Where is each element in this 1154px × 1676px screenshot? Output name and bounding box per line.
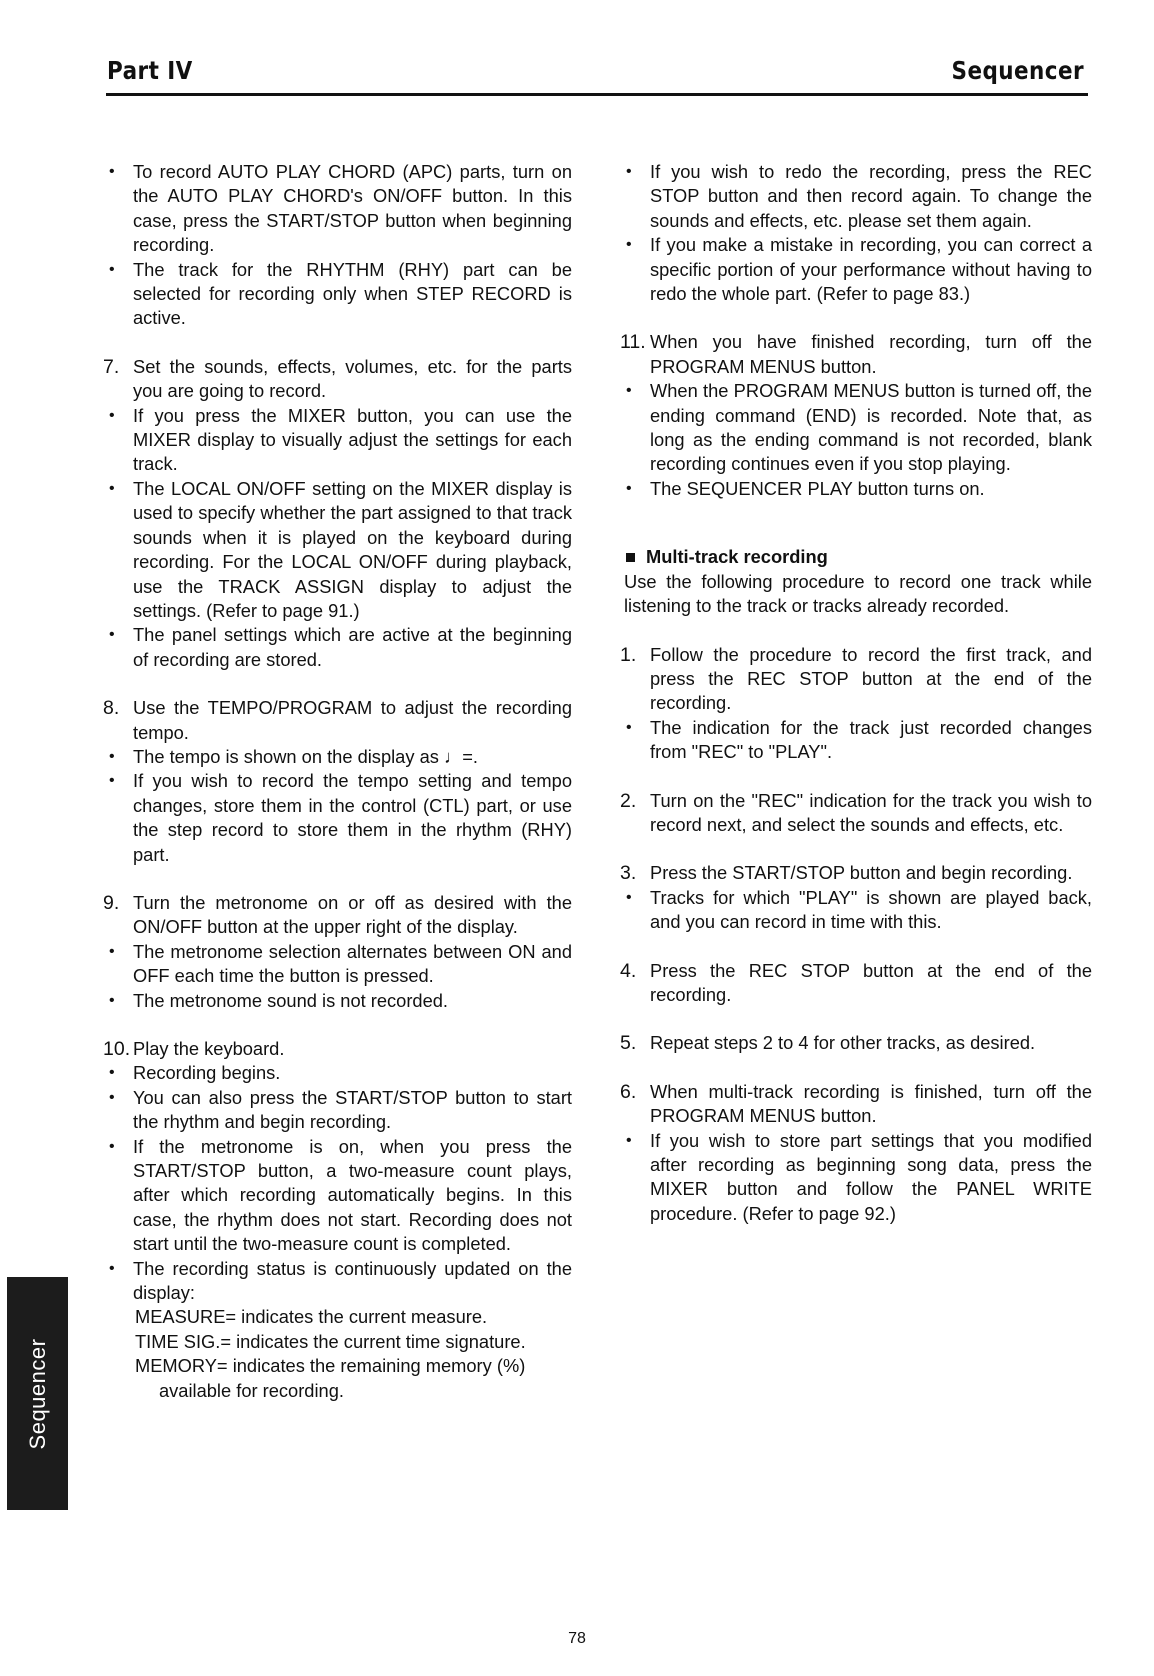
mt-step-3-bullet: • Tracks for which "PLAY" is shown are played back, and you can record in time with this. [624, 886, 1092, 935]
mt-step-2 [620, 789, 1092, 838]
mt-step-5 [620, 1031, 1092, 1055]
mt-step-1-number: 1. [620, 643, 637, 666]
step-8-number: 8. [103, 697, 120, 720]
status-measure: MEASURE= indicates the current measure. [135, 1306, 488, 1328]
step-11-bullet-2: • The SEQUENCER PLAY button turns on. [624, 477, 1092, 501]
step-9 [103, 891, 572, 940]
mt-step-6-bullet: • If you wish to store part settings that you modified after recording as beginning song data, press the MIXER button and follow the PANEL WRITE procedure. (Refer to page 92.) [624, 1129, 1092, 1227]
step-10-bullet-2: • You can also press the START/STOP button to start the rhythm and begin recording. [107, 1086, 572, 1135]
side-tab-label: Sequencer [24, 1338, 50, 1449]
step-10-text: Play the keyboard. [133, 1038, 285, 1059]
mt-step-1 [620, 643, 1092, 716]
step-10-bullet-1: • Recording begins. [107, 1061, 572, 1085]
step-7-text: Set the sounds, effects, volumes, etc. for the parts you are going to record. [133, 355, 572, 402]
step-11-text: When you have finished recording, turn off the PROGRAM MENUS button. [650, 331, 1092, 377]
part-title: Part IV [107, 56, 193, 85]
section-title: Sequencer [951, 56, 1084, 85]
step-9-number: 9. [103, 891, 120, 914]
step-10-number: 10. [103, 1038, 131, 1060]
apc-bullet-1: • To record AUTO PLAY CHORD (APC) parts, turn on the AUTO PLAY CHORD's ON/OFF button. In this case, press the START/STOP button when beginning recording. [107, 160, 572, 258]
mt-step-6 [620, 1080, 1092, 1129]
multitrack-intro: Use the following procedure to record one track while listening to the track or tracks already recorded. [624, 570, 1092, 617]
mt-step-5-text: Repeat steps 2 to 4 for other tracks, as desired. [650, 1032, 1036, 1054]
left-column [103, 160, 572, 1403]
step-11-number: 11. [620, 331, 646, 354]
step-9-bullet-1: • The metronome selection alternates between ON and OFF each time the button is pressed. [107, 940, 572, 989]
step-10-bullet-4: • The recording status is continuously updated on the display: [107, 1257, 572, 1306]
mt-step-1-bullet: • The indication for the track just recorded changes from "REC" to "PLAY". [624, 716, 1092, 765]
step-9-text: Turn the metronome on or off as desired with the ON/OFF button at the upper right of the display. [133, 891, 572, 938]
apc-bullet-2: • The track for the RHYTHM (RHY) part can be selected for recording only when STEP RECORD is active. [107, 258, 572, 331]
mt-step-2-number: 2. [620, 789, 637, 812]
step-7-bullet-3: • The panel settings which are active at the beginning of recording are stored. [107, 623, 572, 672]
header-rule [106, 93, 1088, 96]
step-7-bullet-2: • The LOCAL ON/OFF setting on the MIXER display is used to specify whether the part assigned to that track sounds when it is played on the keyboard during recording. For the LOCAL ON/OFF during playback, use the TRACK ASSIGN display to adjust the settings. (Refer to page 91.) [107, 477, 572, 623]
page-number: 78 [568, 1630, 586, 1647]
mt-step-5-number: 5. [620, 1032, 637, 1055]
step-7-number: 7. [103, 355, 120, 378]
step-8-bullet-1: • The tempo is shown on the display as ♩=. [107, 745, 572, 769]
mt-step-3 [620, 861, 1092, 885]
mt-step-3-text: Press the START/STOP button and begin recording. [650, 862, 1073, 884]
mt-step-6-text: When multi-track recording is finished, turn off the PROGRAM MENUS button. [650, 1080, 1092, 1127]
step-7 [103, 355, 572, 404]
step-8 [103, 696, 572, 745]
mt-step-2-text: Turn on the "REC" indication for the track you wish to record next, and select the sounds and effects, etc. [650, 789, 1092, 835]
right-column [620, 160, 1092, 1226]
step-9-bullet-2: • The metronome sound is not recorded. [107, 989, 572, 1013]
redo-bullet-2: • If you make a mistake in recording, you can correct a specific portion of your performance without having to redo the whole part. (Refer to page 83.) [624, 233, 1092, 306]
step-8-bullet-2: • If you wish to record the tempo setting and tempo changes, store them in the control (CTL) part, or use the step record to store them in the rhythm (RHY) part. [107, 769, 572, 867]
mt-step-4 [620, 959, 1092, 1008]
mt-step-1-text: Follow the procedure to record the first track, and press the REC STOP button at the end of the recording. [650, 643, 1092, 714]
step-10-bullet-3: • If the metronome is on, when you press the START/STOP button, a two-measure count plays, after which recording automatically begins. In this case, the rhythm does not start. Recording does not start until the two-measure count is completed. [107, 1135, 572, 1257]
redo-bullet-1: • If you wish to redo the recording, press the REC STOP button and then record again. To change the sounds and effects, etc. please set them again. [624, 160, 1092, 233]
status-memory: MEMORY= indicates the remaining memory (%) available for recording. [135, 1355, 526, 1401]
side-tab [7, 1277, 68, 1510]
mt-step-4-number: 4. [620, 959, 637, 982]
step-11 [620, 330, 1092, 379]
mt-step-4-text: Press the REC STOP button at the end of the recording. [650, 959, 1092, 1005]
step-8-text: Use the TEMPO/PROGRAM to adjust the recording tempo. [133, 697, 572, 743]
step-10 [103, 1037, 572, 1061]
step-11-bullet-1: • When the PROGRAM MENUS button is turned off, the ending command (END) is recorded. Note that, as long as the ending command is not recorded, blank recording continues even if you stop playing. [624, 379, 1092, 477]
mt-step-3-number: 3. [620, 862, 637, 885]
multitrack-heading: Multi-track recording [624, 545, 1092, 569]
step-7-bullet-1: • If you press the MIXER button, you can use the MIXER display to visually adjust the settings for each track. [107, 404, 572, 477]
mt-step-6-number: 6. [620, 1080, 637, 1103]
status-time-sig: TIME SIG.= indicates the current time signature. [135, 1330, 526, 1352]
